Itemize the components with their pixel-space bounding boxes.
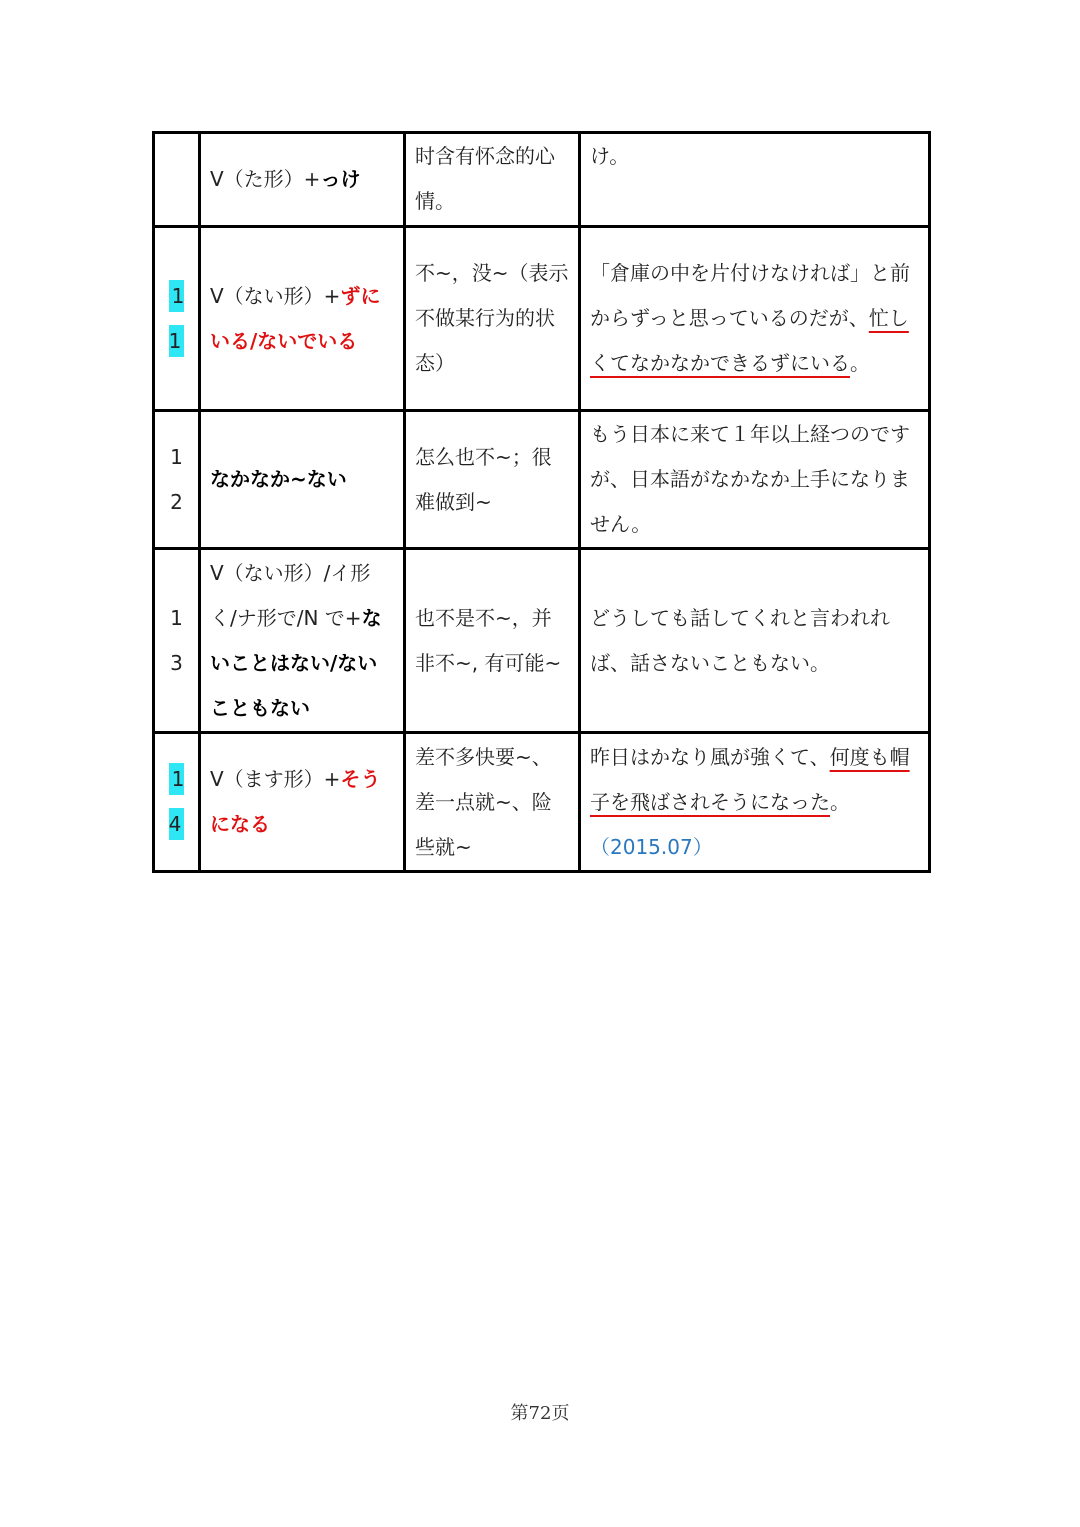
example-cell [580,411,930,549]
pattern-cell [200,733,405,872]
row-number [154,133,200,227]
pattern-cell [200,549,405,733]
table-row [154,227,930,411]
meaning-cell: 差不多快要~、差一点就~、险些就~ [405,733,580,872]
example-tail: 。 [850,351,870,375]
pattern-keyword: ないことはない/ないこともない [210,605,382,720]
example-underlined: 忙しくてなかなかできるずにいる [590,306,909,375]
row-number: 13 [154,549,200,733]
page-number: 第72页 [510,1403,570,1424]
table-row [154,549,930,733]
pattern-keyword: っけ [320,167,361,191]
pattern-keyword: そうになる [210,767,381,836]
table-row [154,133,930,227]
example-cell [580,133,930,227]
example-text: どうしても話してくれと言われれば、話さないこともない。 [590,605,890,675]
row-number-label: 11 [169,280,185,357]
example-cell [580,549,930,733]
pattern-keyword: ずにいる/ないでいる [210,283,381,353]
pattern-text: V（ない形）+ [210,283,341,308]
row-number [154,733,200,872]
pattern-text: V（た形）+ [210,167,321,191]
meaning-cell: 不~，没~（表示不做某行为的状态） [405,227,580,411]
example-text: 「倉庫の中を片付けなければ」と前からずっと思っているのだが、 [590,261,910,330]
example-cell [580,227,930,411]
example-underlined: 何度も帽子を飛ばされそうになった [590,744,910,814]
pattern-cell [200,133,405,227]
meaning-cell: 也不是不~，并非不~, 有可能~ [405,549,580,733]
pattern-cell [200,411,405,549]
example-tail: 。 [830,789,850,814]
table-row [154,411,930,549]
example-text: 昨日はかなり風が強くて、 [590,744,830,769]
exam-year: （2015.07） [590,834,713,859]
row-number: 12 [154,411,200,549]
example-text: もう日本に来て１年以上経つのですが、日本語がなかなか上手になりません。 [590,422,910,536]
pattern-cell [200,227,405,411]
meaning-cell: 怎么也不~；很难做到~ [405,411,580,549]
pattern-text: V（ない形）/イ形く/ナ形で/N で+ [210,560,371,630]
example-text: け。 [590,144,630,168]
row-number-label: 14 [169,763,185,840]
meaning-cell: 时含有怀念的心情。 [405,133,580,227]
example-cell [580,733,930,872]
grammar-table [152,131,931,873]
table-row [154,733,930,872]
row-number [154,227,200,411]
pattern-text: V（ます形）+ [210,767,341,791]
pattern-keyword: なかなか~ない [210,467,347,491]
